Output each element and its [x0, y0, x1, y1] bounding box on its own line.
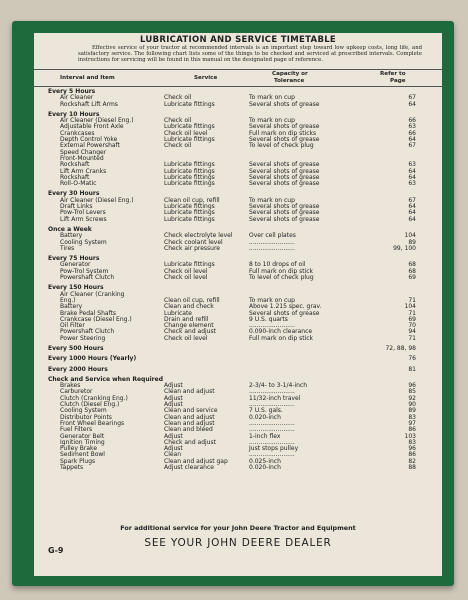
section-page-ref: 81: [408, 365, 416, 373]
cell-capacity: Several shots of grease: [249, 161, 320, 169]
cell-service: Check air pressure: [164, 244, 220, 252]
cell-page: 68: [408, 267, 416, 275]
cell-capacity: Just stops pulley: [249, 445, 299, 453]
header-ref-1: Refer to: [380, 71, 406, 77]
cell-service: Lubricate: [164, 309, 193, 317]
cell-service: Lubricate fittings: [164, 173, 215, 181]
header-service: Service: [194, 75, 218, 81]
page-title: LUBRICATION AND SERVICE TIMETABLE: [139, 35, 337, 45]
cell-item: Front Wheel Bearings: [60, 419, 125, 427]
section-heading: [34, 367, 442, 373]
header-capacity-1: Capacity or: [272, 71, 308, 77]
cell-capacity: ........................: [249, 401, 295, 409]
cell-capacity: Full mark on dip stick: [249, 334, 314, 342]
section-title: Check and Service when Required: [48, 375, 163, 383]
cell-capacity: Several shots of grease: [249, 167, 320, 175]
cell-item: Battery: [60, 303, 83, 311]
cell-item: Powershaft Clutch: [60, 328, 115, 336]
cell-service: Check oil level: [164, 274, 208, 282]
cell-page: 71: [408, 334, 416, 342]
cell-item: Powershaft Clutch: [60, 274, 115, 282]
cell-item: Air Cleaner (Diesel Eng.): [60, 117, 134, 125]
table-row: [34, 275, 442, 281]
cell-capacity: ........................: [249, 426, 295, 434]
header-ref-2: Page: [390, 78, 406, 84]
cell-item: External Powershaft: [60, 142, 120, 150]
cell-capacity: Several shots of grease: [249, 215, 320, 223]
table-row: [34, 217, 442, 223]
cell-item: Rockshaft Lift Arms: [60, 100, 118, 108]
cell-item: Lift Arm Cranks: [60, 167, 107, 175]
cell-page: 66: [408, 129, 416, 137]
cell-page: 82: [408, 457, 416, 465]
cell-page: 90: [408, 401, 416, 409]
cell-page: 103: [404, 432, 416, 440]
cell-capacity: Full mark on dip stick: [249, 267, 314, 275]
cell-capacity: Above 1.215 spec. grav.: [249, 303, 322, 311]
cell-page: 71: [408, 309, 416, 317]
cell-capacity: ........................: [249, 244, 295, 252]
section-title: Every 10 Hours: [48, 110, 100, 118]
cell-capacity: 9 U.S. quarts: [249, 315, 288, 323]
cell-capacity: Full mark on dip sticks: [249, 129, 317, 137]
cell-page: 88: [408, 464, 416, 472]
cell-page: 64: [408, 136, 416, 144]
cell-service: Clean: [164, 451, 182, 459]
cell-page: 67: [408, 142, 416, 150]
cell-item: Speed Changer: [60, 148, 107, 156]
cell-capacity: ........................: [249, 388, 295, 396]
cell-capacity: 0.020-inch: [249, 413, 281, 421]
cell-page: 71: [408, 296, 416, 304]
cell-page: 64: [408, 209, 416, 217]
cell-item: Crankcases: [60, 129, 95, 137]
cell-service: Lubricate fittings: [164, 209, 215, 217]
cell-service: Check oil level: [164, 129, 208, 137]
cell-capacity: ........................: [249, 438, 295, 446]
cell-page: 64: [408, 100, 416, 108]
cell-item: Crankcase (Diesel Eng.): [60, 315, 132, 323]
cell-page: 97: [408, 419, 416, 427]
cell-page: 96: [408, 382, 416, 390]
cell-service: Check oil: [164, 117, 192, 125]
cell-item: Carburetor: [60, 388, 93, 396]
timetable-page: [34, 33, 442, 576]
cell-service: Clean oil cup, refill: [164, 296, 220, 304]
cell-item: Brakes: [60, 382, 81, 390]
intro-paragraph: Effective service of your tractor at recommended intervals is an important step toward low upkeep costs, long life, and satisfactory service. The following chart lists some of the things to be checked and serviced at prescribed intervals. Complete instructions for servicing will be found in this manual on the designated page of reference.: [78, 45, 422, 64]
cell-service: Clean oil cup, refill: [164, 196, 220, 204]
cell-capacity: To level of check plug: [249, 142, 314, 150]
cell-item: Cooling System: [60, 407, 107, 415]
cell-item: Front-Mounted: [60, 154, 104, 162]
cell-service: Check oil: [164, 94, 192, 102]
cell-service: Adjust: [164, 382, 183, 390]
table-row: [34, 246, 442, 252]
cell-capacity: To mark on cup: [249, 196, 295, 204]
cell-capacity: 2-3/4- to 3-1/4-inch: [249, 382, 308, 390]
cell-item: Fuel Filters: [60, 426, 93, 434]
cell-page: 83: [408, 413, 416, 421]
cell-service: Lubricate fittings: [164, 161, 215, 169]
cell-page: 69: [408, 315, 416, 323]
dealer-banner: SEE YOUR JOHN DEERE DEALER: [144, 537, 332, 549]
cell-item: Tires: [60, 244, 75, 252]
section-title: Every 30 Hours: [48, 190, 100, 198]
cell-capacity: To level of check plug: [249, 274, 314, 282]
cell-page: 104: [404, 232, 416, 240]
cell-page: 89: [408, 238, 416, 246]
cell-service: Lubricate fittings: [164, 215, 215, 223]
cell-capacity: ........................: [249, 419, 295, 427]
cell-item: Generator: [60, 261, 91, 269]
section-title: Every 150 Hours: [48, 284, 104, 292]
cell-item: Lift Arm Screws: [60, 215, 107, 223]
section-title: Every 2000 Hours: [48, 365, 108, 373]
cell-service: Drain and refill: [164, 315, 209, 323]
footer-note: For additional service for your John Deere Tractor and Equipment: [120, 524, 356, 532]
cell-page: 86: [408, 426, 416, 434]
cell-capacity: Over cell plates: [249, 232, 296, 240]
cell-service: Adjust: [164, 401, 183, 409]
cell-service: Lubricate fittings: [164, 180, 215, 188]
cell-capacity: To mark on cup: [249, 94, 295, 102]
cell-page: 64: [408, 215, 416, 223]
cell-page: 86: [408, 451, 416, 459]
cell-page: 85: [408, 388, 416, 396]
cell-item: Pow-Trol System: [60, 267, 109, 275]
table-row: [34, 102, 442, 108]
cell-service: Check oil: [164, 142, 192, 150]
section-page-ref: 76: [408, 355, 416, 363]
timetable-body: [34, 89, 442, 471]
cell-service: Clean and service: [164, 407, 218, 415]
cell-item: Rockshaft: [60, 161, 90, 169]
section-title: Every 1000 Hours (Yearly): [48, 355, 137, 363]
cell-item: Depth Control Yoke: [60, 136, 118, 144]
cell-item: Pulley Brake: [60, 445, 98, 453]
cell-page: 63: [408, 180, 416, 188]
cell-page: 67: [408, 94, 416, 102]
cell-item: Air Cleaner (Cranking: [60, 290, 125, 298]
header-capacity-2: Tolerance: [274, 78, 305, 84]
cell-capacity: 0.090-inch clearance: [249, 328, 313, 336]
cell-page: 83: [408, 438, 416, 446]
cell-capacity: Several shots of grease: [249, 100, 320, 108]
cell-page: 99, 100: [393, 244, 416, 252]
cell-capacity: ........................: [249, 451, 295, 459]
cell-item: Battery: [60, 232, 83, 240]
cell-capacity: 0.020-inch: [249, 464, 281, 472]
cell-service: Clean and check: [164, 303, 214, 311]
cell-service: Clean and adjust: [164, 388, 215, 396]
table-header: [34, 69, 442, 87]
cell-item: Generator Belt: [60, 432, 105, 440]
cell-page: 68: [408, 261, 416, 269]
cell-service: Adjust clearance: [164, 464, 214, 472]
cell-item: Oil Filter: [60, 322, 85, 330]
cell-item: Adjustable Front Axle: [60, 123, 124, 131]
cell-service: Lubricate fittings: [164, 203, 215, 211]
section-title: Every 5 Hours: [48, 88, 96, 95]
cell-page: 70: [408, 322, 416, 330]
cell-capacity: Several shots of grease: [249, 203, 320, 211]
section-heading: [34, 356, 442, 362]
cell-page: 64: [408, 167, 416, 175]
section-title: Every 500 Hours: [48, 344, 104, 352]
cell-service: Lubricate fittings: [164, 136, 215, 144]
cell-capacity: Several shots of grease: [249, 180, 320, 188]
cell-service: Check coolant level: [164, 238, 223, 246]
cell-page: 67: [408, 196, 416, 204]
cell-service: Lubricate fittings: [164, 100, 215, 108]
cell-item: Sediment Bowl: [60, 451, 105, 459]
cell-capacity: 7 U.S. gals.: [249, 407, 283, 415]
section-title: Every 75 Hours: [48, 255, 100, 263]
cell-item: Draft Links: [60, 203, 93, 211]
table-row: [34, 465, 442, 471]
cell-page: 64: [408, 173, 416, 181]
cell-service: Check and adjust: [164, 438, 216, 446]
cell-capacity: Several shots of grease: [249, 173, 320, 181]
cell-service: Adjust: [164, 445, 183, 453]
cell-item: Cooling System: [60, 238, 107, 246]
cell-service: Lubricate fittings: [164, 167, 215, 175]
cell-service: Clean and adjust: [164, 413, 215, 421]
cell-service: Adjust: [164, 394, 183, 402]
cell-capacity: 1-inch flex: [249, 432, 281, 440]
cell-capacity: Several shots of grease: [249, 309, 320, 317]
cell-capacity: 11/32-inch travel: [249, 394, 301, 402]
cell-item: Clutch (Diesel Eng.): [60, 401, 120, 409]
cell-service: Check and adjust: [164, 328, 216, 336]
cell-capacity: Several shots of grease: [249, 123, 320, 131]
cell-service: Clean and adjust: [164, 419, 215, 427]
table-row: [34, 181, 442, 187]
cell-page: 63: [408, 123, 416, 131]
cell-capacity: To mark on cup: [249, 117, 295, 125]
cell-item: Tappets: [60, 464, 84, 472]
cell-service: Adjust: [164, 432, 183, 440]
cell-capacity: 8 to 10 drops of oil: [249, 261, 306, 269]
cell-item: Rockshaft: [60, 173, 90, 181]
cell-capacity: To mark on cup: [249, 296, 295, 304]
cell-item: Power Steering: [60, 334, 106, 342]
cell-page: 96: [408, 445, 416, 453]
page-number: G-9: [48, 546, 64, 555]
cell-item: Air Cleaner: [60, 94, 94, 102]
cell-item: Brake Pedal Shafts: [60, 309, 117, 317]
cell-item: Spark Plugs: [60, 457, 96, 465]
cell-service: Clean and adjust gap: [164, 457, 228, 465]
cell-capacity: ........................: [249, 322, 295, 330]
cell-item: Eng.): [60, 296, 76, 304]
cell-item: Roll-O-Matic: [60, 180, 97, 188]
cell-item: Pow-Trol Levers: [60, 209, 106, 217]
section-heading: [34, 346, 442, 352]
cell-page: 94: [408, 328, 416, 336]
cell-page: 66: [408, 117, 416, 125]
section-page-ref: 72, 88, 98: [385, 344, 416, 352]
cell-capacity: Several shots of grease: [249, 209, 320, 217]
cell-item: Distributor Points: [60, 413, 112, 421]
cell-service: Change element: [164, 322, 214, 330]
cell-page: 63: [408, 161, 416, 169]
cell-capacity: ........................: [249, 238, 295, 246]
section-title: Once a Week: [48, 225, 92, 233]
cell-page: 64: [408, 203, 416, 211]
cell-capacity: 0.025-inch: [249, 457, 281, 465]
cell-service: Lubricate fittings: [164, 261, 215, 269]
cell-service: Lubricate fittings: [164, 123, 215, 131]
cell-page: 104: [404, 303, 416, 311]
cell-page: 92: [408, 394, 416, 402]
cell-capacity: Several shots of grease: [249, 136, 320, 144]
cell-service: Check electrolyte level: [164, 232, 233, 240]
cell-service: Check oil level: [164, 267, 208, 275]
cell-item: Clutch (Cranking Eng.): [60, 394, 128, 402]
cell-item: Ignition Timing: [60, 438, 105, 446]
table-row: [34, 336, 442, 342]
cell-page: 89: [408, 407, 416, 415]
header-interval: Interval and Item: [60, 75, 115, 81]
cell-page: 69: [408, 274, 416, 282]
cell-service: Clean and bleed: [164, 426, 213, 434]
cell-item: Air Cleaner (Diesel Eng.): [60, 196, 134, 204]
cell-service: Check oil level: [164, 334, 208, 342]
